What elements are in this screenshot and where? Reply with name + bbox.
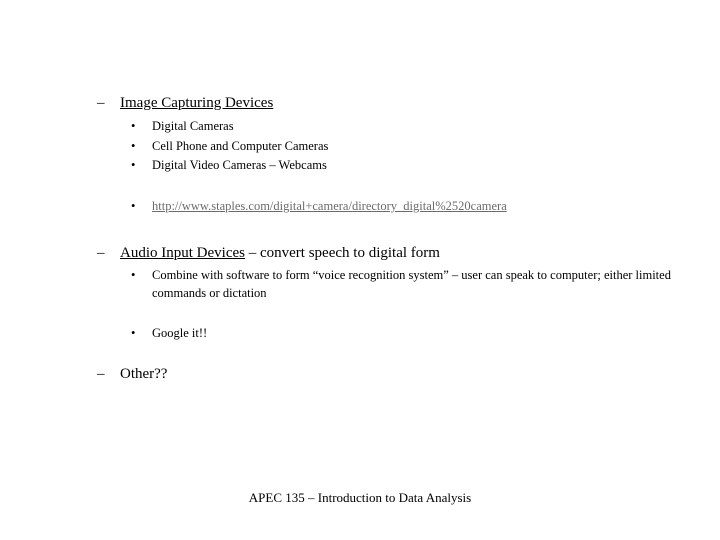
bullet-icon: • [131,119,136,133]
section-heading [120,245,440,262]
dash-marker: – [97,366,105,382]
list-item-text: Cell Phone and Computer Cameras [152,139,329,153]
section-title: Other?? [120,366,168,382]
section-title: Image Capturing Devices [120,95,274,111]
list-item-text: Combine with software to form “voice recognition system” – user can speak to computer; either limited commands or dictation [152,268,671,300]
bullet-icon: • [131,158,136,172]
list-item-text: Digital Cameras [152,119,234,133]
bullet-icon: • [131,139,136,153]
section-title-suffix: – convert speech to digital form [244,245,440,261]
bullet-icon: • [131,268,136,282]
staples-link[interactable]: http://www.staples.com/digital+camera/directory_digital%2520camera [152,199,507,213]
list-item-text: Google it!! [152,326,208,340]
footer: APEC 135 – Introduction to Data Analysis [248,490,472,505]
dash-marker: – [97,245,105,261]
bullet-icon: • [131,199,136,213]
section-title: Audio Input Devices [120,245,245,261]
list-item-text: Digital Video Cameras – Webcams [152,158,327,172]
bullet-icon: • [131,326,136,340]
dash-marker: – [97,95,105,111]
